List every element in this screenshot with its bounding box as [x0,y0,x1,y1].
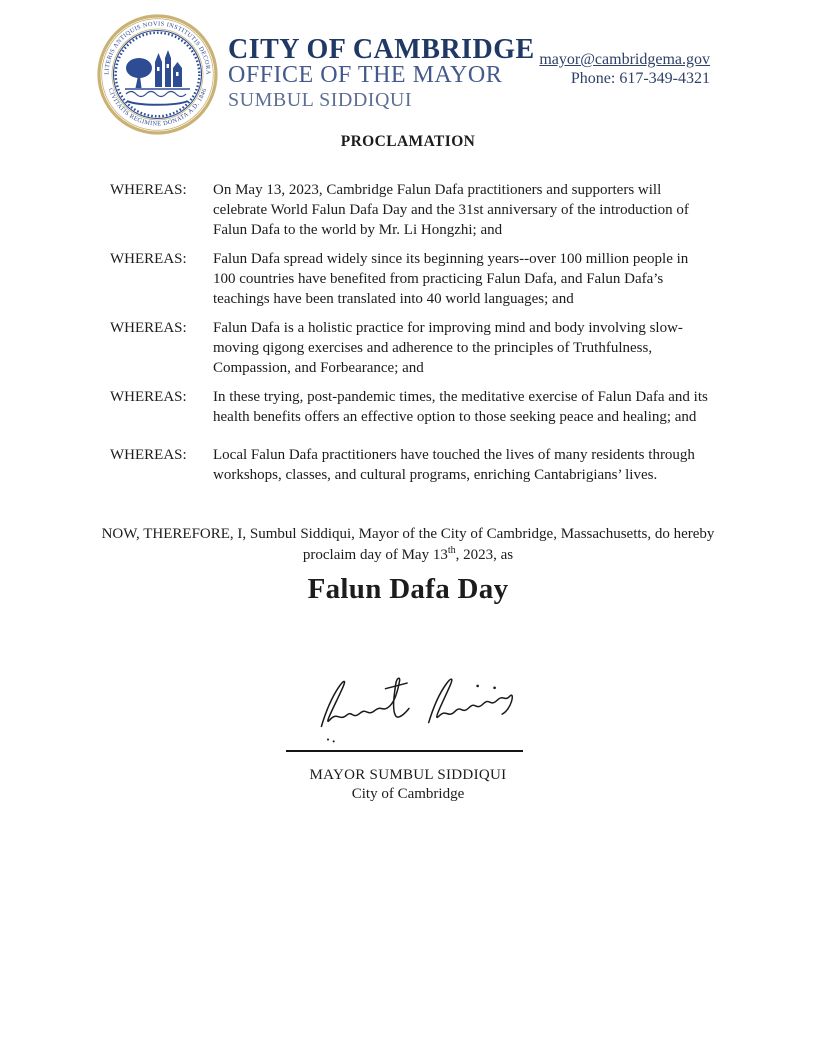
therefore-line2 [0,545,816,566]
whereas-clause [110,387,710,427]
office-identity [228,12,535,112]
therefore-line2-prefix: proclaim day of May 13 [302,547,448,563]
signatory-name: MAYOR SUMBUL SIDDIQUI [309,767,507,783]
therefore-statement [0,524,816,566]
seal-bottom-motto: CIVITATIS REGIMINE DONATA A.D. 1846 [106,87,209,128]
proclaimed-day-title: Falun Dafa Day [307,573,509,605]
contact-block [539,12,710,88]
whereas-clause [110,318,710,378]
whereas-label: WHEREAS: [110,182,187,198]
office-name: OFFICE OF THE MAYOR [228,62,503,88]
whereas-label: WHEREAS: [110,389,187,405]
whereas-clause [110,445,710,485]
ordinal-superscript: th [447,545,456,556]
letterhead [95,12,710,137]
clause-text: Falun Dafa spread widely since its beginning years--over 100 million people in 100 countries have benefited from practicing Falun Dafa, and Falun Dafa’s teachings have been translated into 40 world languages; and [213,251,689,307]
city-seal [95,12,220,137]
signatory-org: City of Cambridge [351,786,465,802]
clause-text: Falun Dafa is a holistic practice for improving mind and body involving slow-moving qigong exercises and adherence to the principles of Truthfulness, Compassion, and Forbearance; and [213,320,683,376]
therefore-line1: NOW, THEREFORE, I, Sumbul Siddiqui, Mayor of the City of Cambridge, Massachusetts, do hereby [101,526,715,542]
clause-text: On May 13, 2023, Cambridge Falun Dafa practitioners and supporters will celebrate World Falun Dafa Day and the 31st anniversary of the introduction of Falun Dafa to the world by Mr. Li Hongzhi; and [213,182,689,238]
city-seal-image [95,12,220,137]
whereas-label: WHEREAS: [110,447,187,463]
whereas-clause [110,180,710,240]
contact-email-link[interactable]: mayor@cambridgema.gov [539,51,710,68]
whereas-label: WHEREAS: [110,251,187,267]
whereas-clause [110,249,710,309]
clause-text: Local Falun Dafa practitioners have touched the lives of many residents through workshops, classes, and cultural programs, enriching Cantabrigians’ lives. [213,447,695,483]
therefore-line2-suffix: , 2023, as [455,547,514,563]
whereas-section [110,180,710,494]
signature-image [283,668,533,748]
signature-block [0,668,816,803]
seal-top-motto: LITERIS ANTIQUIS NOVIS INSTITUTIS DECORA [103,20,212,76]
clause-text: In these trying, post-pandemic times, the meditative exercise of Falun Dafa and its health benefits offers an effective option to those seeking peace and healing; and [213,389,708,425]
whereas-label: WHEREAS: [110,320,187,336]
signature-line [286,750,523,752]
contact-phone: Phone: 617-349-4321 [570,70,710,87]
proclamation-title: PROCLAMATION [340,133,476,150]
mayor-name: SUMBUL SIDDIQUI [228,89,412,111]
org-name: CITY OF CAMBRIDGE [228,34,535,65]
